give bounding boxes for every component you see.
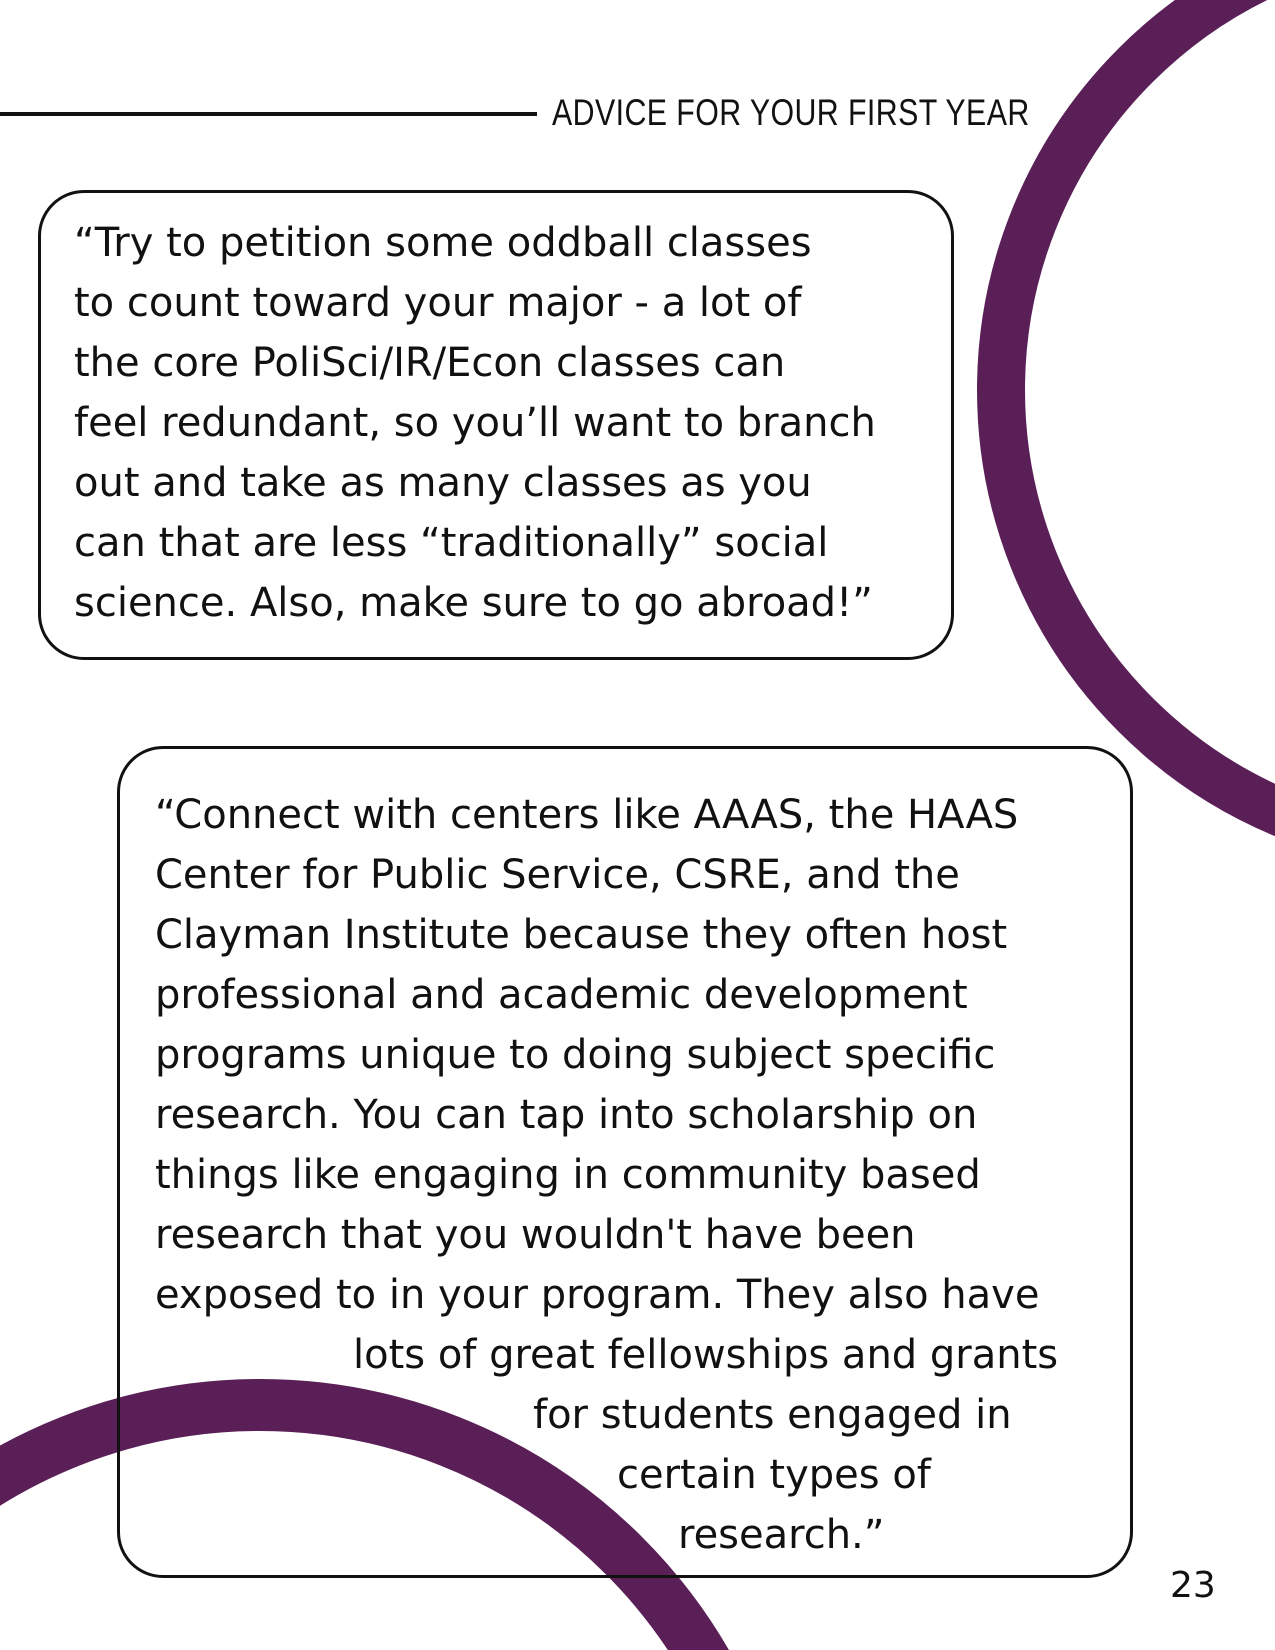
quote-1-text <box>74 213 876 633</box>
quote-2-text <box>155 785 1105 1565</box>
quote-line: research.” <box>678 1512 885 1558</box>
quote-line: Clayman Institute because they often host <box>155 912 1008 958</box>
header-rule <box>0 112 537 116</box>
quote-line: “Try to petition some oddball classes <box>74 220 812 266</box>
quote-card-1 <box>38 190 954 660</box>
top-right-arc <box>1001 0 1275 849</box>
quote-line: Center for Public Service, CSRE, and the <box>155 852 960 898</box>
quote-line: things like engaging in community based <box>155 1152 981 1198</box>
quote-line: “Connect with centers like AAAS, the HAAS <box>155 792 1019 838</box>
quote-line: lots of great fellowships and grants <box>353 1332 1059 1378</box>
quote-line: to count toward your major - a lot of <box>74 280 802 326</box>
quote-line: feel redundant, so you’ll want to branch <box>74 400 876 446</box>
quote-line: professional and academic development <box>155 972 968 1018</box>
quote-line: research that you wouldn't have been <box>155 1212 916 1258</box>
quote-line: out and take as many classes as you <box>74 460 812 506</box>
quote-line: science. Also, make sure to go abroad!” <box>74 580 873 626</box>
quote-line: can that are less “traditionally” social <box>74 520 829 566</box>
quote-line: research. You can tap into scholarship on <box>155 1092 978 1138</box>
section-title: ADVICE FOR YOUR FIRST YEAR <box>552 92 1030 133</box>
quote-line: exposed to in your program. They also have <box>155 1272 1040 1318</box>
quote-line: programs unique to doing subject specific <box>155 1032 996 1078</box>
quote-line: the core PoliSci/IR/Econ classes can <box>74 340 786 386</box>
page-number: 23 <box>1170 1565 1216 1606</box>
quote-line: certain types of <box>617 1452 931 1498</box>
quote-card-2 <box>117 746 1133 1578</box>
quote-line: for students engaged in <box>533 1392 1012 1438</box>
